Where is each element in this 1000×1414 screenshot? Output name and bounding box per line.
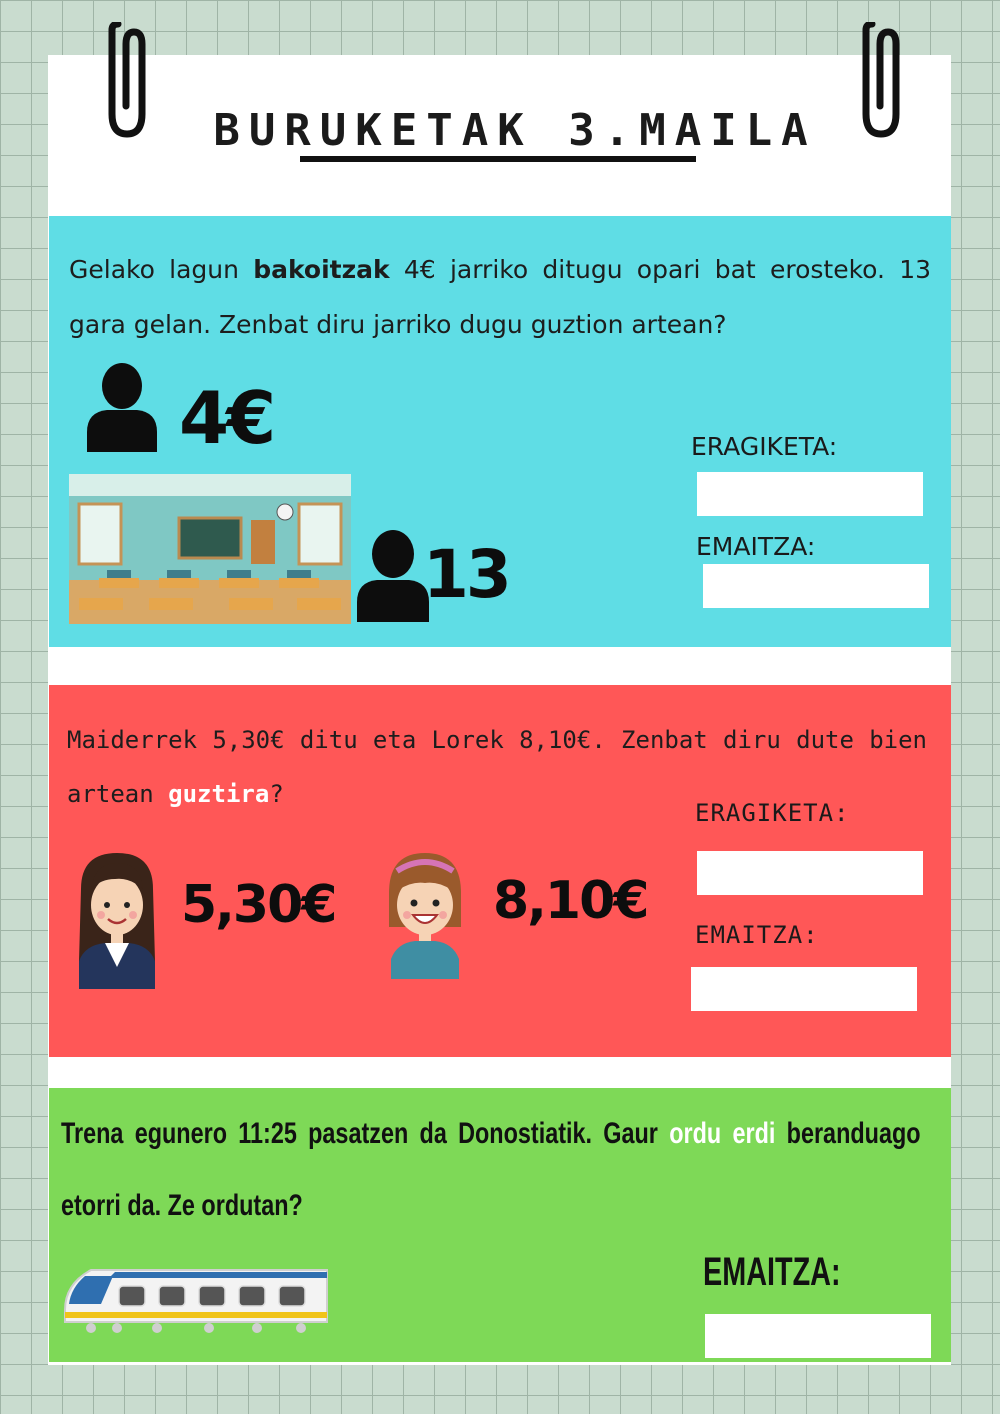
classmate-count: 13 [423,536,509,613]
question-text: beranduago etorri da. Ze ordutan? [61,1117,921,1222]
lore-amount: 8,10€ [493,871,648,931]
result-input[interactable] [703,564,929,608]
operation-input[interactable] [697,851,923,895]
question-text: Gelako lagun [69,255,254,284]
question-text: ? [269,780,284,808]
problem-1-panel [49,216,951,647]
question-text: Trena egunero 11:25 pasatzen da Donostiatik. Gaur [61,1117,670,1150]
result-input[interactable] [691,967,917,1011]
girl-brown-hair-image [383,849,467,979]
paperclip-icon [96,22,158,140]
train-image [61,1264,331,1336]
problem-3-panel [49,1088,951,1362]
result-label: EMAITZA: [696,532,816,561]
problem-2-panel [49,685,951,1057]
result-label: EMAITZA: [695,921,819,949]
problem-1-question [69,242,931,352]
page-title: BURUKETAK 3.MAILA [213,105,817,156]
problem-3-question [61,1098,921,1242]
classroom-image [69,474,351,624]
question-text: 4€ jarriko ditugu opari bat erosteko. 13 gara gelan. Zenbat diru jarriko dugu guztion artean? [69,255,932,339]
operation-label: ERAGIKETA: [695,799,850,827]
paperclip-icon [850,22,912,140]
question-emphasis: bakoitzak [253,255,390,284]
maider-amount: 5,30€ [181,875,336,935]
question-text: Maiderrek 5,30€ ditu eta Lorek 8,10€. Zenbat diru dute bien artean [67,726,927,808]
title-underline [300,156,696,162]
person-icon [355,530,431,624]
girl-dark-hair-image [75,849,159,989]
result-input[interactable] [705,1314,931,1358]
operation-label: ERAGIKETA: [691,432,838,461]
result-label: EMAITZA: [703,1250,841,1294]
amount-per-person: 4€ [179,376,274,460]
operation-input[interactable] [697,472,923,516]
question-highlight: ordu erdi [669,1117,776,1150]
person-icon [85,362,159,454]
question-highlight: guztira [168,780,270,808]
